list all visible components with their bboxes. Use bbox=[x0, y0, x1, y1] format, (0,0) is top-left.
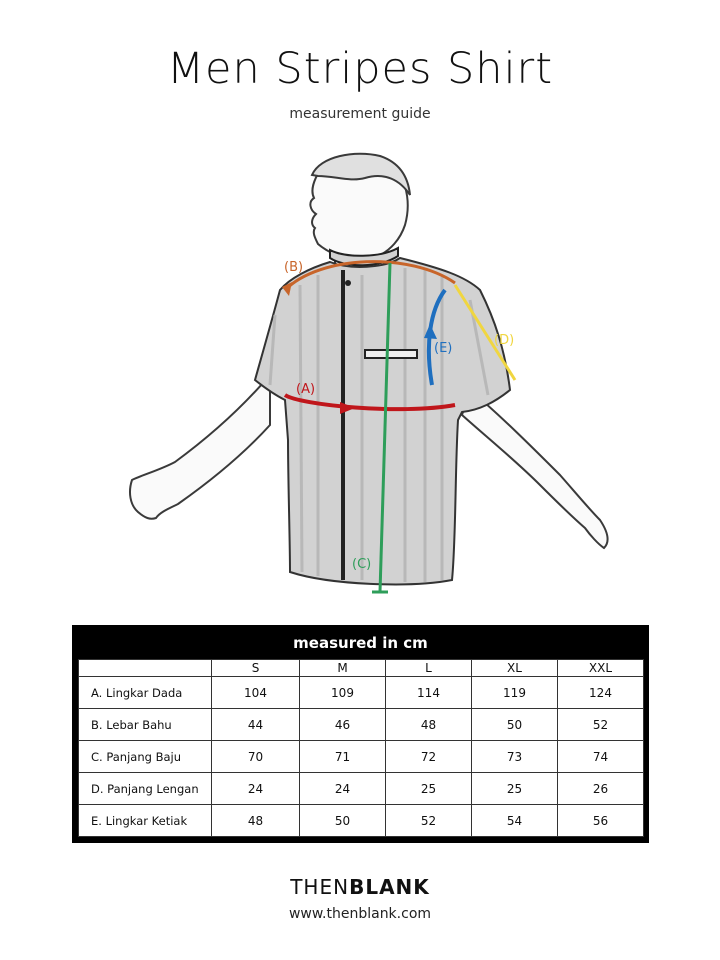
shirt-measurement-illustration bbox=[0, 140, 720, 610]
table-cell: 44 bbox=[212, 709, 300, 741]
website-url: www.thenblank.com bbox=[288, 906, 432, 922]
shirt-button bbox=[345, 280, 351, 286]
label-c: (C) bbox=[352, 557, 372, 572]
table-cell: 46 bbox=[300, 709, 386, 741]
table-cell: 119 bbox=[472, 677, 558, 709]
brand-logo bbox=[0, 875, 720, 899]
column-header-l: L bbox=[386, 660, 472, 677]
table-cell: 109 bbox=[300, 677, 386, 709]
size-table bbox=[78, 659, 644, 837]
table-cell: 73 bbox=[472, 741, 558, 773]
brand-logo-light: THEN bbox=[290, 875, 350, 899]
table-cell: 24 bbox=[212, 773, 300, 805]
label-a: (A) bbox=[296, 382, 316, 397]
row-label: C. Panjang Baju bbox=[79, 741, 212, 773]
row-label: B. Lebar Bahu bbox=[79, 709, 212, 741]
table-cell: 52 bbox=[558, 709, 644, 741]
table-cell: 50 bbox=[472, 709, 558, 741]
table-cell: 48 bbox=[212, 805, 300, 837]
table-cell: 74 bbox=[558, 741, 644, 773]
row-label: A. Lingkar Dada bbox=[79, 677, 212, 709]
page-subtitle: measurement guide bbox=[289, 106, 431, 122]
column-header-s: S bbox=[212, 660, 300, 677]
column-header bbox=[79, 660, 212, 677]
table-cell: 52 bbox=[386, 805, 472, 837]
table-cell: 25 bbox=[386, 773, 472, 805]
table-row bbox=[79, 677, 644, 709]
size-chart bbox=[72, 625, 649, 843]
left-arm bbox=[130, 375, 270, 519]
shirt-pocket bbox=[365, 350, 417, 358]
table-cell: 104 bbox=[212, 677, 300, 709]
table-cell: 24 bbox=[300, 773, 386, 805]
column-header-xl: XL bbox=[472, 660, 558, 677]
column-header-m: M bbox=[300, 660, 386, 677]
table-cell: 50 bbox=[300, 805, 386, 837]
table-row bbox=[79, 709, 644, 741]
table-cell: 72 bbox=[386, 741, 472, 773]
table-cell: 54 bbox=[472, 805, 558, 837]
table-row bbox=[79, 805, 644, 837]
table-row bbox=[79, 741, 644, 773]
brand-logo-bold: BLANK bbox=[349, 875, 430, 899]
right-arm bbox=[462, 390, 607, 548]
size-chart-heading: measured in cm bbox=[293, 634, 428, 652]
table-cell: 124 bbox=[558, 677, 644, 709]
size-header-row bbox=[79, 660, 644, 677]
row-label: E. Lingkar Ketiak bbox=[79, 805, 212, 837]
table-cell: 25 bbox=[472, 773, 558, 805]
column-header-xxl: XXL bbox=[558, 660, 644, 677]
table-cell: 70 bbox=[212, 741, 300, 773]
table-cell: 56 bbox=[558, 805, 644, 837]
table-cell: 48 bbox=[386, 709, 472, 741]
table-cell: 26 bbox=[558, 773, 644, 805]
label-b: (B) bbox=[284, 260, 304, 275]
label-d: (D) bbox=[494, 333, 515, 348]
table-row bbox=[79, 773, 644, 805]
label-e: (E) bbox=[434, 341, 453, 356]
table-cell: 71 bbox=[300, 741, 386, 773]
row-label: D. Panjang Lengan bbox=[79, 773, 212, 805]
page-title: Men Stripes Shirt bbox=[166, 44, 554, 94]
table-cell: 114 bbox=[386, 677, 472, 709]
